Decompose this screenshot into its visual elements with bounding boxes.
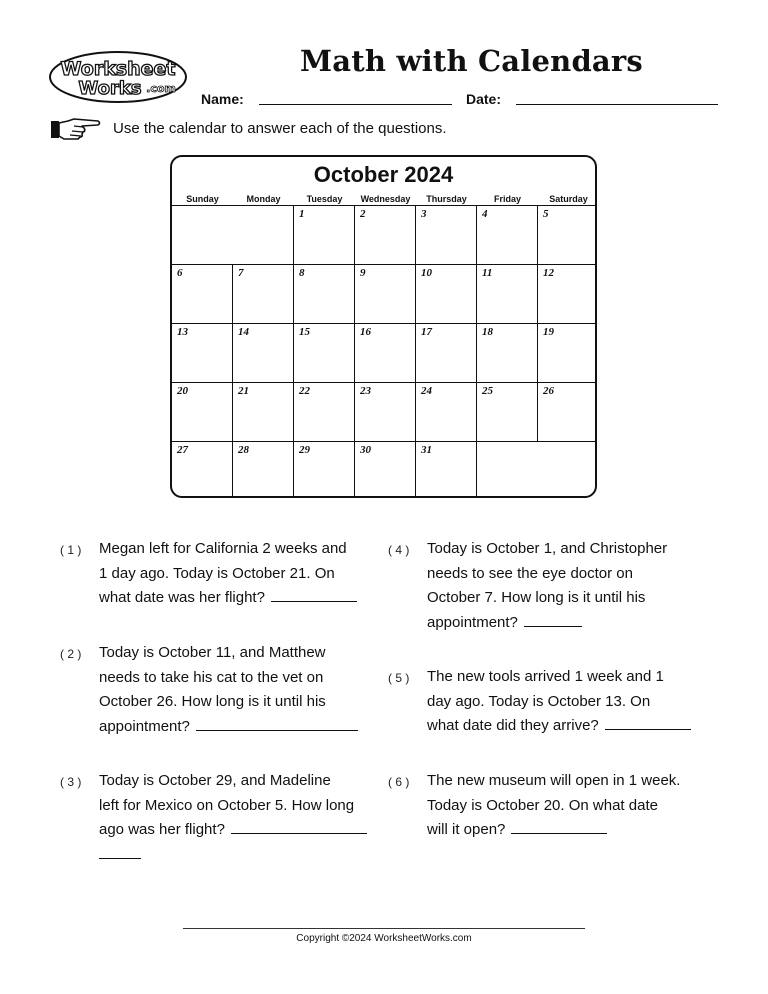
- calendar-day-number: 30: [360, 444, 371, 456]
- weekday-saturday: Saturday: [549, 194, 588, 204]
- question-text-line: Today is October 20. On what date: [427, 796, 658, 814]
- calendar-day-cell: [294, 205, 355, 264]
- calendar-day-cell: [416, 441, 477, 498]
- calendar-day-number: 3: [421, 208, 427, 220]
- calendar-day-number: 13: [177, 326, 188, 338]
- question-1: [99, 537, 399, 611]
- calendar-day-cell: [172, 441, 233, 498]
- calendar-day-number: 5: [543, 208, 549, 220]
- question-text-line: The new museum will open in 1 week.: [427, 772, 681, 789]
- answer-blank[interactable]: [196, 718, 358, 731]
- calendar-day-cell: [477, 382, 538, 441]
- answer-blank-continued[interactable]: [99, 846, 141, 859]
- question-text-line: Today is October 29, and Madeline: [99, 772, 331, 789]
- calendar-day-number: 29: [299, 444, 310, 456]
- calendar-day-cell: [416, 205, 477, 264]
- question-5: [427, 665, 727, 739]
- calendar-day-cell: [172, 323, 233, 382]
- calendar-day-number: 1: [299, 208, 305, 220]
- calendar-day-number: 17: [421, 326, 432, 338]
- calendar-day-number: 22: [299, 385, 310, 397]
- calendar-empty-cell: [477, 441, 597, 498]
- question-text-line: needs to see the eye doctor on: [427, 564, 633, 582]
- calendar-day-number: 16: [360, 326, 371, 338]
- calendar-day-number: 21: [238, 385, 249, 397]
- calendar-title: October 2024: [313, 162, 454, 187]
- calendar-day-cell: [416, 382, 477, 441]
- question-text-line: will it open?: [427, 821, 506, 838]
- calendar-day-cell: [477, 264, 538, 323]
- calendar-day-cell: [355, 382, 416, 441]
- calendar-day-number: 20: [177, 385, 188, 397]
- calendar-day-cell: [294, 323, 355, 382]
- question-number: ( 2 ): [60, 647, 82, 661]
- calendar-day-cell: [538, 205, 597, 264]
- calendar-day-cell: [538, 323, 597, 382]
- calendar-day-number: 28: [238, 444, 249, 456]
- weekday-sunday: Sunday: [186, 194, 219, 204]
- calendar-day-cell: [416, 264, 477, 323]
- calendar-day-cell: [172, 264, 233, 323]
- calendar-day-number: 15: [299, 326, 310, 338]
- calendar-day-number: 14: [238, 326, 249, 338]
- question-text-line: appointment?: [99, 717, 190, 735]
- question-text-line: needs to take his cat to the vet on: [99, 668, 324, 686]
- question-text-line: Today is October 1, and Christopher: [427, 540, 668, 557]
- calendar-day-cell: [355, 441, 416, 498]
- calendar-day-number: 7: [238, 267, 244, 279]
- question-text-line: October 7. How long is it until his: [427, 589, 646, 606]
- question-text-line: left for Mexico on October 5. How long: [99, 796, 355, 814]
- weekday-monday: Monday: [246, 194, 281, 204]
- calendar-day-cell: [233, 441, 294, 498]
- question-number: ( 3 ): [60, 775, 82, 789]
- question-text-line: The new tools arrived 1 week and 1: [427, 668, 664, 685]
- calendar-day-number: 23: [360, 385, 371, 397]
- pointing-hand-icon: [50, 117, 102, 141]
- question-text-line: day ago. Today is October 13. On: [427, 692, 651, 710]
- weekday-wednesday: Wednesday: [360, 194, 411, 204]
- calendar-day-number: 25: [482, 385, 493, 397]
- calendar-day-cell: [172, 382, 233, 441]
- calendar-day-number: 10: [421, 267, 432, 279]
- calendar-day-number: 4: [482, 208, 488, 220]
- calendar-day-cell: [355, 205, 416, 264]
- question-3: [99, 769, 399, 867]
- weekday-tuesday: Tuesday: [306, 194, 343, 204]
- calendar-day-cell: [477, 323, 538, 382]
- calendar-empty-cell: [172, 205, 294, 264]
- calendar-day-cell: [477, 205, 538, 264]
- date-label: Date:: [466, 91, 502, 107]
- svg-text:.com: .com: [146, 82, 176, 95]
- question-number: ( 1 ): [60, 543, 82, 557]
- calendar-day-number: 2: [360, 208, 366, 220]
- calendar-day-number: 19: [543, 326, 554, 338]
- question-number: ( 4 ): [388, 543, 410, 557]
- calendar: [170, 155, 597, 498]
- answer-blank[interactable]: [524, 614, 582, 627]
- question-text-line: Megan left for California 2 weeks and: [99, 540, 347, 557]
- weekday-friday: Friday: [493, 194, 521, 204]
- calendar-day-cell: [538, 264, 597, 323]
- calendar-day-number: 26: [543, 385, 554, 397]
- svg-text:Works: Works: [78, 78, 142, 99]
- question-6: [427, 769, 727, 843]
- calendar-day-cell: [233, 264, 294, 323]
- weekday-thursday: Thursday: [426, 194, 467, 204]
- calendar-day-cell: [416, 323, 477, 382]
- name-field[interactable]: [259, 91, 452, 105]
- calendar-day-number: 24: [421, 385, 432, 397]
- calendar-day-number: 8: [299, 267, 305, 279]
- calendar-day-number: 9: [360, 267, 366, 279]
- answer-blank[interactable]: [511, 821, 607, 834]
- page-title: Math with Calendars: [300, 44, 643, 78]
- question-text-line: what date was her flight?: [99, 589, 265, 606]
- answer-blank[interactable]: [605, 717, 691, 730]
- calendar-day-cell: [355, 323, 416, 382]
- calendar-day-cell: [294, 382, 355, 441]
- answer-blank[interactable]: [231, 821, 367, 834]
- calendar-day-cell: [233, 323, 294, 382]
- question-number: ( 5 ): [388, 671, 410, 685]
- question-text-line: appointment?: [427, 613, 518, 631]
- question-text-line: Today is October 11, and Matthew: [99, 644, 326, 661]
- copyright-text: Copyright ©2024 WorksheetWorks.com: [296, 933, 472, 944]
- date-field[interactable]: [516, 91, 718, 105]
- question-text-line: what date did they arrive?: [427, 717, 599, 734]
- calendar-day-cell: [538, 382, 597, 441]
- question-4: [427, 537, 727, 635]
- calendar-day-cell: [294, 264, 355, 323]
- calendar-day-number: 18: [482, 326, 493, 338]
- calendar-day-number: 12: [543, 267, 554, 279]
- worksheetworks-logo: [48, 50, 188, 104]
- calendar-day-number: 6: [177, 267, 183, 279]
- question-text-line: 1 day ago. Today is October 21. On: [99, 564, 335, 582]
- calendar-day-cell: [294, 441, 355, 498]
- calendar-day-number: 27: [177, 444, 188, 456]
- calendar-day-number: 11: [482, 267, 493, 279]
- name-label: Name:: [201, 91, 244, 107]
- calendar-day-cell: [355, 264, 416, 323]
- footer-divider: [183, 928, 585, 929]
- svg-text:Worksheet: Worksheet: [60, 58, 176, 80]
- calendar-day-number: 31: [421, 444, 432, 456]
- instructions-text: Use the calendar to answer each of the questions.: [113, 120, 447, 137]
- question-2: [99, 641, 399, 739]
- question-number: ( 6 ): [388, 775, 410, 789]
- question-text-line: October 26. How long is it until his: [99, 693, 326, 710]
- answer-blank[interactable]: [271, 589, 357, 602]
- calendar-day-cell: [233, 382, 294, 441]
- question-text-line: ago was her flight?: [99, 821, 225, 838]
